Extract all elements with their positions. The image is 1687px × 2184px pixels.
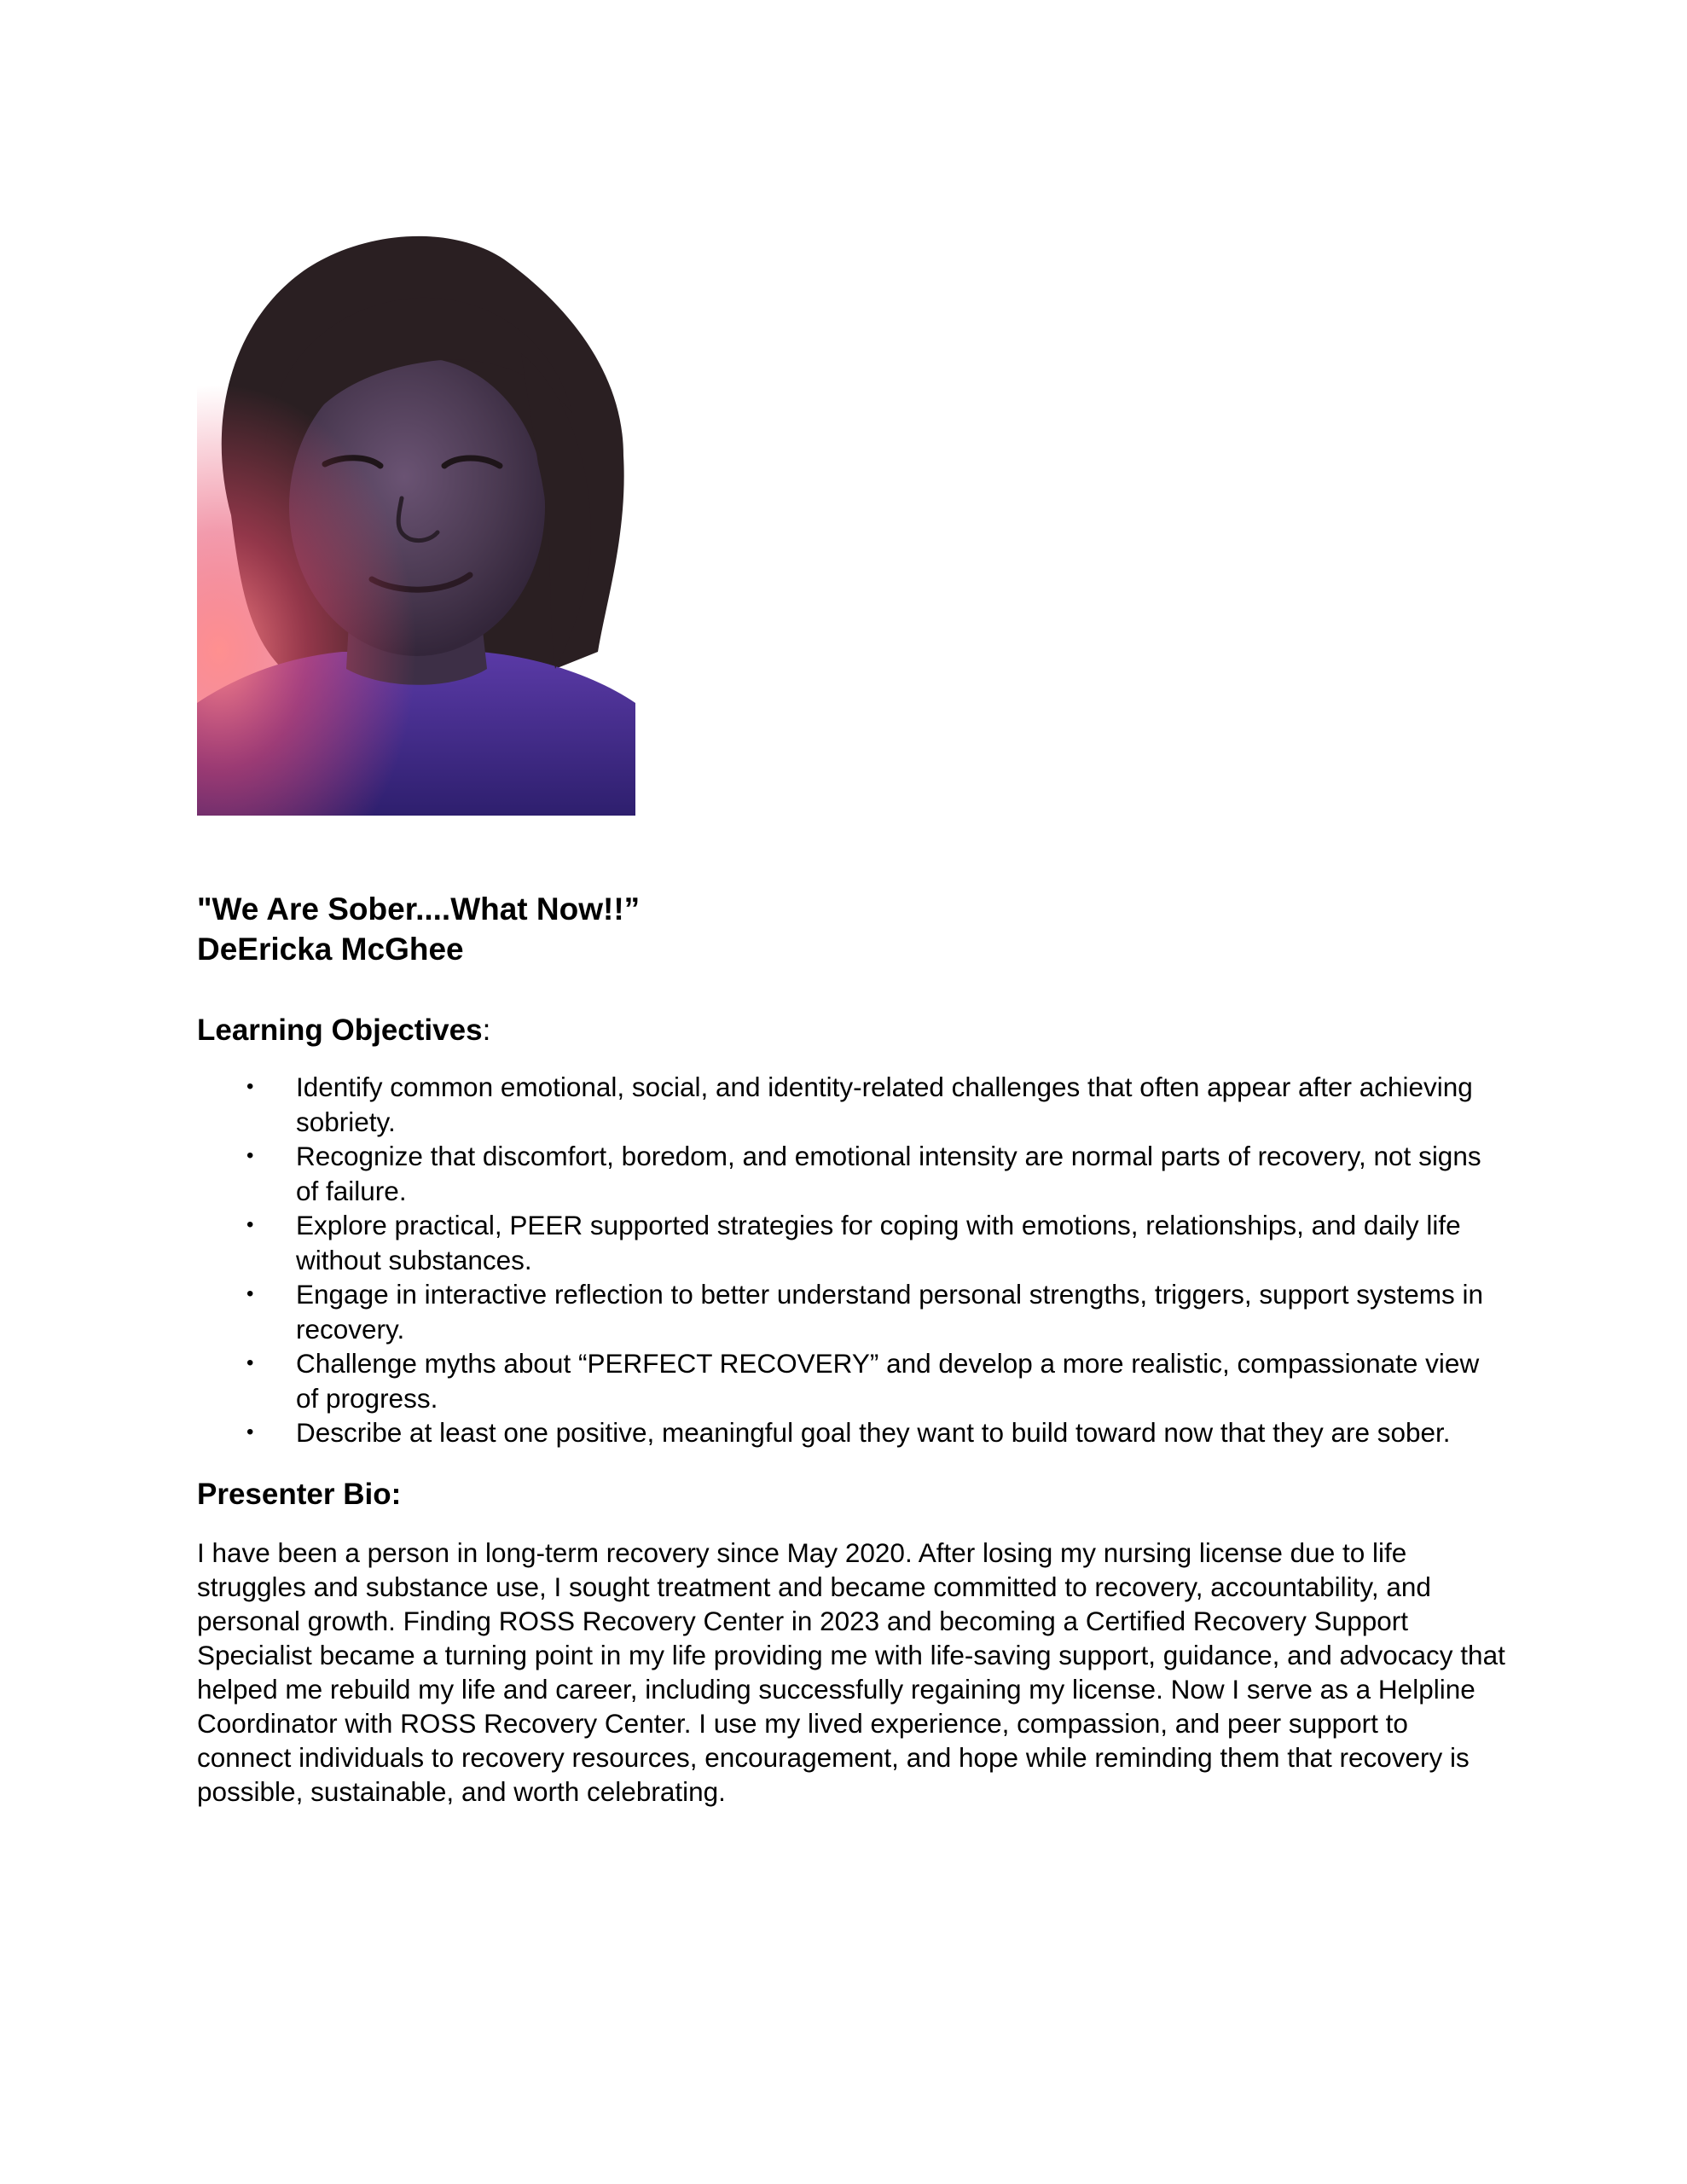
list-item xyxy=(197,1139,1502,1208)
bullet-icon: • xyxy=(246,1420,254,1443)
objective-text: Describe at least one positive, meaningful goal they want to build toward now that they are sober. xyxy=(296,1417,1451,1448)
talk-title: "We Are Sober....What Now!!” xyxy=(197,892,641,926)
objectives-list xyxy=(197,1070,1502,1450)
presenter-name: DeEricka McGhee xyxy=(197,932,464,967)
bullet-icon: • xyxy=(246,1075,254,1098)
list-item xyxy=(197,1070,1502,1139)
bio-paragraph: I have been a person in long-term recovery since May 2020. After losing my nursing license due to life struggles and substance use, I sought treatment and became committed to recovery, accountability, and personal growth. Finding ROSS Recovery Center in 2023 and becoming a Certified Recovery Support Specialist became a turning point in my life providing me with life-saving support, guidance, and advocacy that helped me rebuild my life and career, including successfully regaining my license. Now I serve as a Helpline Coordinator with ROSS Recovery Center. I use my lived experience, compassion, and peer support to connect individuals to recovery resources, encouragement, and hope while reminding them that recovery is possible, sustainable, and worth celebrating. xyxy=(197,1537,1505,1807)
objectives-heading xyxy=(197,1012,490,1049)
objective-text: Recognize that discomfort, boredom, and emotional intensity are normal parts of recovery, not signs of failure. xyxy=(296,1141,1481,1206)
bullet-icon: • xyxy=(246,1144,254,1167)
list-item xyxy=(197,1415,1502,1450)
objectives-heading-text: Learning Objectives xyxy=(197,1014,483,1047)
list-item xyxy=(197,1346,1502,1415)
bullet-icon: • xyxy=(246,1282,254,1305)
list-item xyxy=(197,1208,1502,1277)
title-block xyxy=(197,889,1476,969)
bio-heading: Presenter Bio: xyxy=(197,1478,402,1511)
presenter-photo xyxy=(197,225,635,816)
presenter-portrait-icon xyxy=(197,225,635,816)
bullet-icon: • xyxy=(246,1351,254,1374)
objective-text: Engage in interactive reflection to better understand personal strengths, triggers, support systems in recovery. xyxy=(296,1279,1483,1345)
objective-text: Challenge myths about “PERFECT RECOVERY” and develop a more realistic, compassionate view of progress. xyxy=(296,1348,1480,1414)
objective-text: Explore practical, PEER supported strategies for coping with emotions, relationships, and daily life without substances. xyxy=(296,1210,1461,1275)
objective-text: Identify common emotional, social, and identity-related challenges that often appear after achieving sobriety. xyxy=(296,1072,1473,1137)
list-item xyxy=(197,1277,1502,1346)
objectives-heading-colon: : xyxy=(482,1014,491,1047)
bullet-icon: • xyxy=(246,1213,254,1236)
